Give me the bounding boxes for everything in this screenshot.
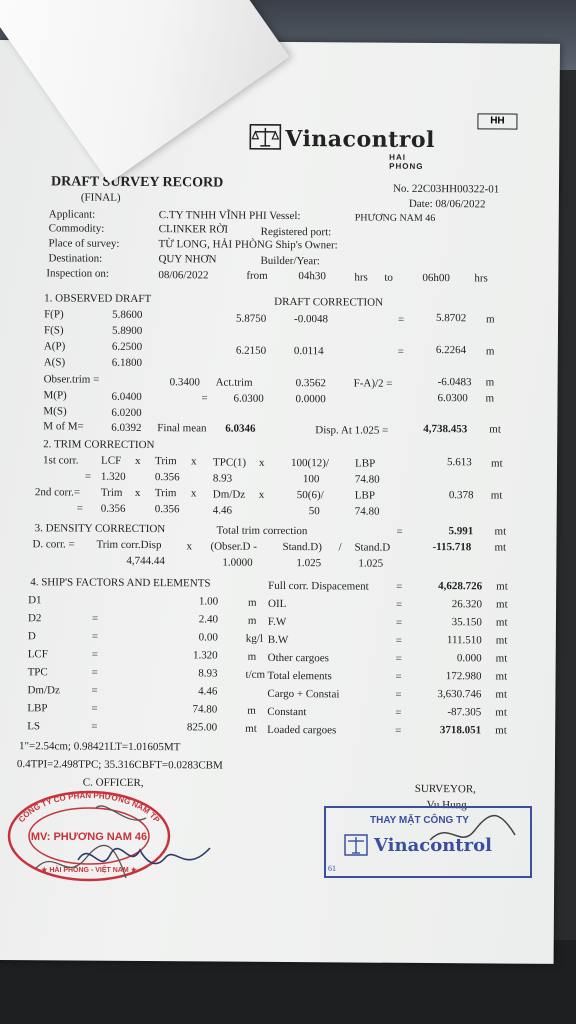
unit-label: mt: [490, 489, 503, 502]
element-value: 4,628.726: [438, 580, 483, 593]
element-value: 26.320: [451, 598, 483, 611]
element-value: 111.510: [446, 634, 482, 647]
first-corr-label: 1st corr.: [43, 454, 79, 467]
destination-value: QUY NHƠN: [158, 253, 217, 266]
element-unit: mt: [495, 724, 507, 737]
factor-unit: kg/l: [245, 632, 263, 645]
element-value: 0.000: [456, 652, 482, 665]
surveyor-signature: [420, 800, 530, 860]
formula-value: 0.356: [154, 503, 180, 516]
mp-unit: m: [485, 392, 495, 405]
formula-value: 8.93: [212, 472, 233, 485]
fs-label: F(S): [43, 324, 64, 337]
fa2-label: F-A)/2 =: [353, 377, 393, 390]
element-unit: mt: [495, 616, 508, 629]
equals-sign: =: [91, 702, 98, 715]
formula-operator: /: [338, 541, 342, 554]
factor-label: TPC: [27, 666, 48, 679]
formula-term: Trim corr.Disp: [96, 538, 162, 552]
factor-value: 825.00: [186, 721, 218, 734]
scale-logo-icon: [249, 124, 281, 150]
from-label: from: [246, 269, 268, 282]
formula-term: Trim: [100, 486, 123, 499]
fwd-mean: 5.8750: [236, 312, 267, 325]
conversion-line-1: 1"=2.54cm; 0.98421LT=1.01605MT: [19, 740, 181, 754]
mofm-value: 6.0392: [111, 421, 142, 434]
total-trim-label: Total trim correction: [216, 524, 308, 538]
factor-unit: m: [247, 614, 257, 627]
stamp-blue-line1: THAY MẶT CÔNG TY: [370, 815, 469, 826]
equals-sign: =: [397, 345, 405, 358]
equals-sign: =: [395, 706, 402, 719]
factor-value: 0.00: [198, 631, 218, 644]
factor-value: 8.93: [198, 667, 218, 680]
factor-unit: mt: [245, 722, 257, 735]
equals-sign: =: [396, 580, 403, 593]
formula-operator: x: [191, 455, 197, 468]
obser-trim-label: Obser.trim =: [43, 373, 100, 386]
mp-mean: 6.0300: [233, 392, 264, 405]
equals-sign: =: [395, 652, 402, 665]
formula-term: Trim: [155, 455, 177, 468]
observed-draft-heading: 1. OBSERVED DRAFT: [44, 292, 152, 306]
fwd-corr: -0.0048: [294, 313, 329, 326]
aft-unit: m: [485, 345, 495, 358]
formula-value: 1.320: [100, 470, 126, 483]
formula-value: 74.80: [354, 505, 380, 518]
equals-sign: =: [91, 720, 98, 733]
element-label: Total elements: [267, 669, 332, 683]
factor-value: 1.00: [198, 595, 219, 608]
officer-label: C. OFFICER,: [82, 776, 144, 790]
vessel-value: PHƯƠNG NAM 46: [354, 212, 436, 225]
formula-term: Stand.D): [282, 540, 322, 554]
conversion-line-2: 0.4TPI=2.498TPC; 35.316CBFT=0.0283CBM: [16, 758, 223, 772]
commodity-label: Commodity:: [48, 222, 105, 235]
hrs-label-2: hrs: [474, 272, 488, 285]
formula-operator: =: [84, 470, 92, 483]
displacement-value: 4,738.453: [423, 422, 468, 436]
ap-value: 6.2500: [111, 340, 143, 353]
equals-sign: =: [395, 634, 403, 647]
surveyor-label: SURVEYOR,: [414, 782, 476, 796]
second-corr-result: 0.378: [448, 489, 474, 502]
loaded-cargoes-value: 3718.051: [439, 724, 482, 737]
factor-label: D: [27, 630, 36, 643]
formula-value: 4,744.44: [126, 554, 165, 568]
mp-result: 6.0300: [437, 392, 468, 405]
element-unit: mt: [495, 634, 508, 647]
element-label: Full corr. Dispacement: [268, 579, 369, 593]
act-trim-label: Act.trim: [215, 376, 253, 389]
vinacontrol-logo: [249, 124, 436, 171]
unit-label: mt: [494, 541, 507, 554]
factor-label: D2: [27, 612, 42, 625]
builder-label: Builder/Year:: [260, 254, 320, 268]
factor-value: 1.320: [192, 649, 218, 662]
ship-factors-heading: 4. SHIP'S FACTORS AND ELEMENTS: [30, 576, 211, 590]
factor-label: LBP: [27, 702, 48, 715]
brand-sub: HAI PHONG: [389, 152, 424, 171]
mp-label: M(P): [43, 389, 67, 402]
stamp-ring-text: CÔNG TY CỔ PHẦN PHƯƠNG NAM TP: [16, 790, 162, 825]
element-label: OIL: [268, 597, 287, 611]
formula-value: 1.025: [358, 557, 384, 570]
aft-mean: 6.2150: [235, 344, 267, 357]
element-unit: mt: [495, 652, 508, 665]
obser-trim-value: 0.3400: [169, 376, 200, 389]
displacement-label: Disp. At 1.025 =: [315, 424, 389, 437]
applicant-value: C.TY TNHH VĨNH PHI Vessel:: [158, 209, 301, 223]
from-time: 04h30: [298, 270, 326, 283]
equals-sign: =: [91, 612, 99, 625]
factor-label: LS: [27, 720, 41, 733]
element-label: Constant: [267, 705, 307, 719]
hh-box: HH: [477, 113, 517, 129]
aft-result: 6.2264: [435, 344, 467, 357]
ms-label: M(S): [43, 405, 67, 418]
factor-label: D1: [28, 594, 42, 607]
factor-value: 74.80: [192, 703, 218, 716]
equals-sign: =: [395, 724, 402, 737]
element-unit: mt: [495, 706, 507, 719]
formula-term: LBP: [355, 457, 376, 470]
element-unit: mt: [496, 580, 508, 593]
stamp-bottom-text: ★ HẢI PHÒNG - VIỆT NAM ★: [41, 867, 137, 874]
fwd-result: 5.8702: [436, 312, 467, 325]
element-value: -87.305: [447, 706, 482, 719]
factor-unit: m: [247, 704, 256, 717]
registered-port-label: Registered port:: [260, 225, 332, 239]
formula-term: (Obser.D -: [210, 540, 257, 553]
formula-operator: x: [258, 488, 265, 501]
mp-corr: 0.0000: [295, 393, 326, 406]
formula-operator: x: [135, 454, 141, 467]
applicant-label: Applicant:: [48, 208, 96, 221]
officer-signature: [70, 830, 220, 880]
place-label: Place of survey:: [48, 237, 120, 250]
final-mean-value: 6.0346: [225, 422, 256, 435]
unit-label: mt: [494, 525, 507, 538]
equals-sign: =: [396, 525, 403, 538]
formula-term: Dm/Dz: [212, 488, 246, 501]
element-unit: mt: [495, 688, 508, 701]
formula-operator: x: [190, 487, 197, 500]
destination-label: Destination:: [48, 252, 103, 265]
formula-value: 0.356: [154, 471, 180, 484]
formula-value: 1.025: [296, 557, 322, 570]
formula-value: 74.80: [354, 473, 380, 486]
equals-sign: =: [395, 670, 402, 683]
element-label: Cargo + Constai: [267, 687, 340, 701]
displacement-unit: mt: [489, 423, 501, 436]
stamp-blue-code: 61: [328, 864, 336, 873]
equals-sign: =: [396, 598, 403, 611]
density-correction-heading: 3. DENSITY CORRECTION: [34, 522, 166, 536]
mp-value: 6.0400: [111, 390, 142, 403]
formula-value: 1.0000: [222, 556, 253, 569]
scale-logo-icon: [344, 834, 368, 856]
record-date: Date: 08/06/2022: [408, 197, 486, 211]
fa2-value: -6.0483: [437, 376, 472, 389]
fp-label: F(P): [44, 308, 64, 321]
brand-name: Vinacontrol: [285, 125, 436, 154]
factor-unit: m: [247, 650, 257, 663]
total-trim-value: 5.991: [448, 525, 474, 538]
fwd-unit: m: [486, 313, 495, 326]
element-value: 35.150: [451, 616, 482, 629]
as-label: A(S): [43, 356, 66, 369]
to-label: to: [384, 271, 393, 284]
element-label: B.W: [267, 633, 289, 647]
trim-correction-heading: 2. TRIM CORRECTION: [43, 438, 155, 452]
aft-corr: 0.0114: [293, 345, 324, 358]
second-corr-label: 2nd corr.=: [34, 486, 81, 499]
factor-value: 4.46: [198, 685, 218, 698]
formula-term: 100(12)/: [291, 457, 329, 470]
formula-value: 100: [302, 473, 320, 486]
place-value: TỪ LONG, HẢI PHÒNG Ship's Owner:: [158, 238, 338, 252]
formula-value: 0.356: [100, 502, 126, 515]
stamp-center-text: MV: PHƯƠNG NAM 46: [30, 831, 148, 843]
final-mean-label: Final mean: [157, 422, 207, 435]
ap-label: A(P): [43, 340, 66, 353]
equals-sign: =: [91, 648, 98, 661]
formula-term: Trim: [154, 487, 177, 500]
element-label: Other cargoes: [267, 651, 329, 665]
element-label: Loaded cargoes: [267, 723, 337, 737]
fp-value: 5.8600: [112, 308, 143, 322]
factor-value: 2.40: [198, 613, 219, 626]
surveyor-name: Vu Hung: [426, 798, 467, 812]
stamp-blue-brand: Vinacontrol: [374, 835, 492, 856]
inspection-label: Inspection on:: [46, 267, 110, 280]
page-subtitle: (FINAL): [80, 191, 121, 204]
to-time: 06h00: [422, 271, 450, 285]
factor-unit: m: [248, 596, 257, 609]
equals-sign: =: [91, 684, 98, 697]
formula-value: 4.46: [212, 504, 233, 517]
ms-value: 6.0200: [111, 406, 142, 419]
factor-label: LCF: [27, 648, 48, 661]
factor-unit: t/cm: [245, 668, 266, 681]
equals-sign: =: [398, 313, 405, 326]
equals-sign: =: [91, 630, 99, 643]
dcorr-label: D. corr. =: [32, 538, 75, 551]
commodity-value: CLINKER RỜI: [158, 223, 229, 236]
formula-value: 50: [308, 505, 320, 518]
record-number: No. 22C03HH00322-01: [392, 182, 500, 196]
formula-term: 50(6)/: [296, 489, 324, 502]
equals-sign: =: [395, 616, 403, 629]
fa2-unit: m: [485, 376, 495, 389]
formula-operator: x: [186, 540, 193, 553]
element-label: F.W: [267, 615, 287, 629]
unit-label: mt: [491, 457, 503, 470]
page-title: DRAFT SURVEY RECORD: [50, 174, 224, 191]
formula-term: LCF: [101, 454, 122, 467]
element-unit: mt: [496, 598, 508, 611]
equals-sign: =: [91, 666, 98, 679]
formula-operator: x: [259, 456, 265, 469]
factor-label: Dm/Dz: [27, 684, 60, 697]
element-value: 172.980: [445, 670, 482, 683]
fs-value: 5.8900: [111, 324, 143, 337]
formula-operator: x: [134, 486, 141, 499]
equals-sign: =: [201, 392, 208, 405]
inspection-date: 08/06/2022: [158, 269, 209, 282]
hrs-label-1: hrs: [354, 271, 368, 284]
formula-term: TPC(1): [213, 456, 247, 469]
as-value: 6.1800: [111, 356, 143, 369]
act-trim-value: 0.3562: [295, 377, 326, 390]
formula-operator: =: [76, 502, 83, 515]
density-corr-value: -115.718: [432, 541, 472, 554]
mofm-label: M of M=: [43, 420, 84, 433]
draft-correction-heading: DRAFT CORRECTION: [274, 295, 384, 309]
equals-sign: =: [395, 688, 402, 701]
formula-term: LBP: [354, 489, 376, 502]
element-unit: mt: [495, 670, 508, 683]
first-corr-result: 5.613: [447, 456, 472, 469]
formula-term: Stand.D: [354, 541, 391, 554]
element-value: 3,630.746: [437, 688, 482, 701]
